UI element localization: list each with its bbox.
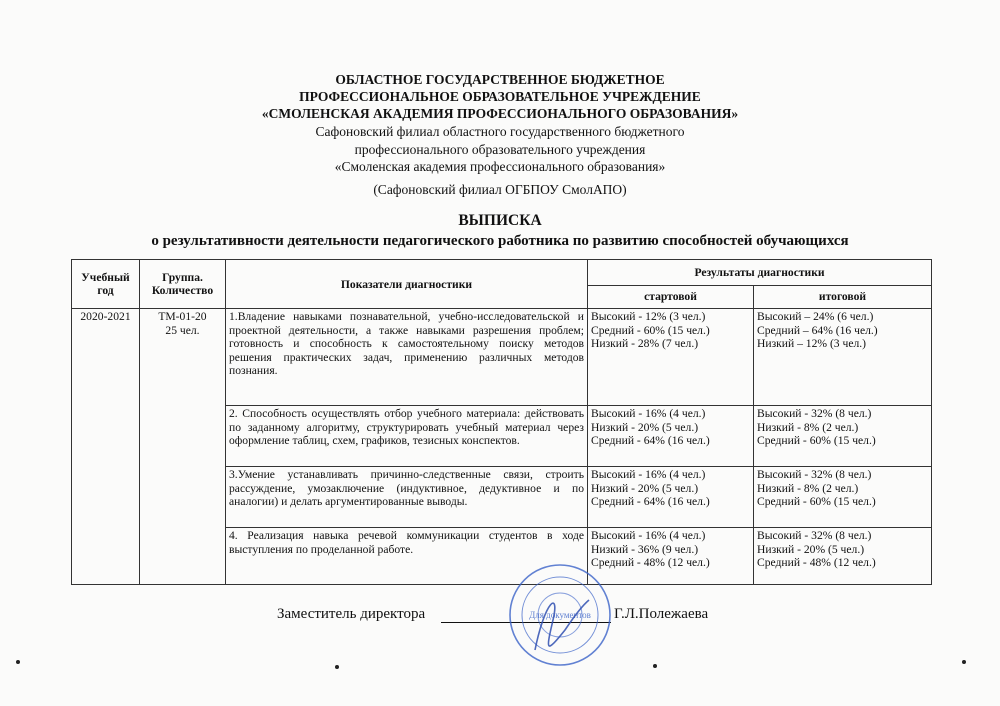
table-header-row: [72, 260, 932, 286]
document-title: ВЫПИСКА: [458, 212, 542, 229]
official-stamp: [505, 560, 615, 670]
header-indicators: Показатели диагностики: [226, 260, 588, 309]
result-line: Средний - 64% (16 чел.): [591, 495, 710, 509]
signature-position: Заместитель директора: [277, 606, 426, 622]
result-line: Высокий – 24% (6 чел.): [757, 310, 874, 323]
result-line: Средний - 48% (12 чел.): [757, 556, 876, 570]
org-name-line-3: «СМОЛЕНСКАЯ АКАДЕМИЯ ПРОФЕССИОНАЛЬНОГО ОБРАЗОВАНИЯ»: [261, 106, 739, 121]
indicator-cell: 3.Умение устанавливать причинно-следственные связи, строить рассуждение, умозаключение (индуктивное, дедуктивное и по аналогии) и делать аргументированные выводы.: [226, 467, 588, 528]
header-year: Учебный год: [72, 260, 140, 309]
result-line: Средний - 48% (12 чел.): [591, 556, 710, 570]
year-cell: 2020-2021: [72, 309, 140, 585]
document-subtitle: о результативности деятельности педагогического работника по развитию способностей обучающихся: [151, 233, 849, 249]
result-line: Средний - 60% (15 чел.): [591, 323, 710, 337]
scan-speck: [335, 665, 339, 669]
group-count: 25 чел.: [165, 323, 200, 337]
branch-line-2: профессионального образовательного учреждения: [354, 142, 646, 157]
result-line: Средний - 64% (16 чел.): [591, 434, 710, 448]
indicator-cell: 2. Способность осуществлять отбор учебного материала: действовать по заданному алгоритму, структурировать учебный материал через оформление таблиц, схем, графиков, тезисных конспектов.: [226, 406, 588, 467]
start-result-cell: [588, 309, 754, 406]
indicator-cell: 4. Реализация навыка речевой коммуникации студентов в ходе выступления по проделанной работе.: [226, 528, 588, 585]
scan-speck: [962, 660, 966, 664]
header-final: итоговой: [754, 285, 932, 308]
final-result-cell: [754, 309, 932, 406]
final-result-cell: [754, 528, 932, 585]
signature-name: Г.Л.Полежаева: [614, 606, 709, 622]
final-result-cell: [754, 467, 932, 528]
result-line: Низкий - 36% (9 чел.): [591, 542, 699, 556]
header-results: Результаты диагностики: [588, 260, 932, 286]
result-line: Низкий - 20% (5 чел.): [591, 481, 699, 495]
group-name: ТМ-01-20: [158, 310, 207, 323]
branch-short-name: (Сафоновский филиал ОГБПОУ СмолАПО): [373, 182, 627, 197]
result-line: Средний - 60% (15 чел.): [757, 434, 876, 448]
scan-speck: [16, 660, 20, 664]
result-line: Низкий - 28% (7 чел.): [591, 337, 699, 351]
result-line: Высокий - 16% (4 чел.): [591, 468, 706, 481]
table-row: [72, 309, 932, 406]
result-line: Низкий - 20% (5 чел.): [757, 542, 865, 556]
branch-line-3: «Смоленская академия профессионального образования»: [334, 159, 666, 174]
result-line: Высокий - 32% (8 чел.): [757, 529, 872, 542]
result-line: Средний – 64% (16 чел.): [757, 323, 878, 337]
result-line: Низкий - 8% (2 чел.): [757, 481, 859, 495]
org-name-line-2: ПРОФЕССИОНАЛЬНОЕ ОБРАЗОВАТЕЛЬНОЕ УЧРЕЖДЕНИЕ: [299, 89, 701, 104]
result-line: Низкий – 12% (3 чел.): [757, 337, 867, 351]
header-start: стартовой: [588, 285, 754, 308]
result-line: Низкий - 20% (5 чел.): [591, 420, 699, 434]
result-line: Высокий - 32% (8 чел.): [757, 468, 872, 481]
group-cell: [140, 309, 226, 585]
org-name-line-1: ОБЛАСТНОЕ ГОСУДАРСТВЕННОЕ БЮДЖЕТНОЕ: [335, 72, 665, 87]
result-line: Высокий - 16% (4 чел.): [591, 407, 706, 420]
result-line: Высокий - 16% (4 чел.): [591, 529, 706, 542]
result-line: Высокий - 32% (8 чел.): [757, 407, 872, 420]
header-group: Группа. Количество: [140, 260, 226, 309]
final-result-cell: [754, 406, 932, 467]
result-line: Высокий - 12% (3 чел.): [591, 310, 706, 323]
start-result-cell: [588, 406, 754, 467]
result-line: Средний - 60% (15 чел.): [757, 495, 876, 509]
stamp-text: Для документов: [529, 610, 591, 620]
result-line: Низкий - 8% (2 чел.): [757, 420, 859, 434]
start-result-cell: [588, 467, 754, 528]
signature-scribble: [535, 600, 589, 650]
scan-speck: [653, 664, 657, 668]
branch-line-1: Сафоновский филиал областного государственного бюджетного: [315, 124, 685, 139]
results-table: [71, 259, 932, 585]
indicator-cell: 1.Владение навыками познавательной, учебно-исследовательской и проектной деятельности, а также навыками разрешения проблем; готовность и способность к самостоятельному поиску методов решения практических задач, применению различных методов познания.: [226, 309, 588, 406]
